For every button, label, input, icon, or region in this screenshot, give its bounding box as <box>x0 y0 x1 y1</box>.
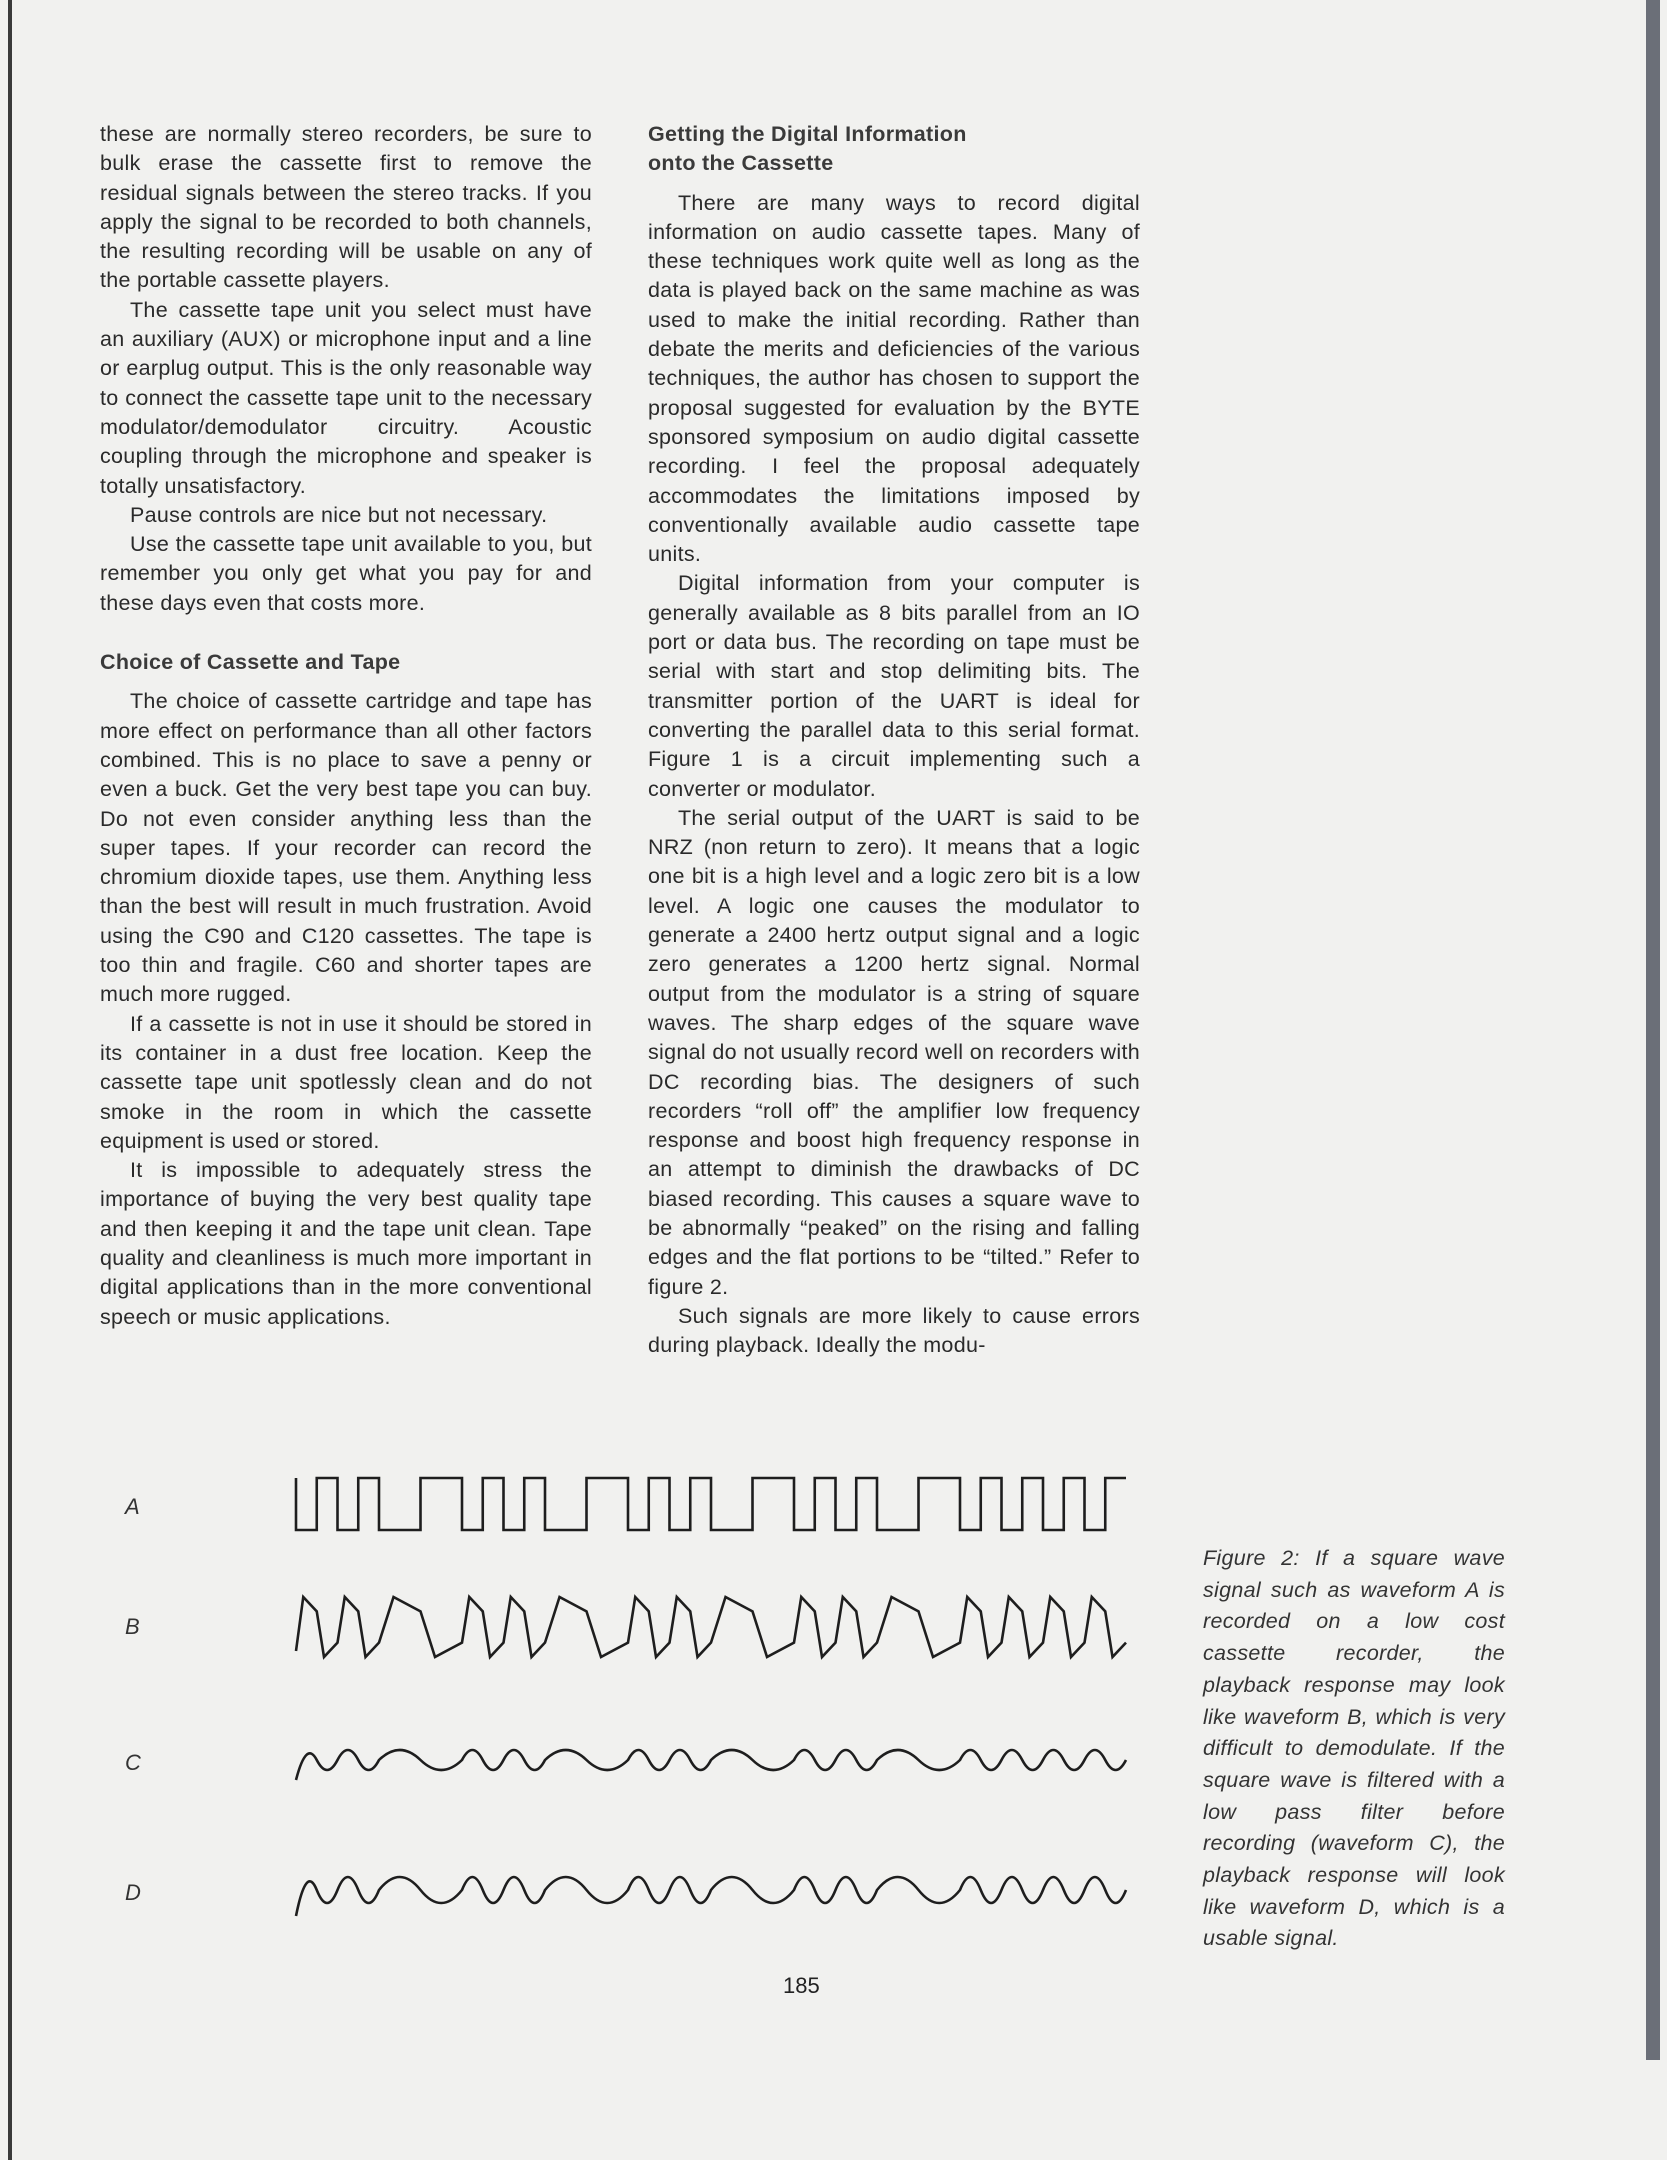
heading-line: onto the Cassette <box>648 151 834 176</box>
paragraph: these are normally stereo recorders, be sure to bulk erase the cassette first to remove the residual signals between the stereo tracks. If you apply the signal to be recorded to both channels, the resulting recording will be usable on any of the portable cassette players. <box>100 122 592 293</box>
waveform-label-d: D <box>125 1880 141 1905</box>
waveform-label-c: C <box>125 1750 141 1775</box>
waveform-label-a: A <box>125 1494 140 1519</box>
paragraph: There are many ways to record digital information on audio cassette tapes. Many of these techniques work quite well as long as the data is played back on the same machine as was used to make the initial recording. Rather than debate the merits and deficiencies of the various techniques, the author has chosen to support the proposal suggested for evaluation by the BYTE sponsored symposium on audio digital cassette recording. I feel the proposal adequately accommodates the limitations imposed by conventionally available audio cassette tape units. <box>648 190 1140 567</box>
waveform-a <box>296 1478 1126 1530</box>
waveform-c <box>296 1750 1126 1780</box>
waveform-d <box>296 1877 1126 1916</box>
paragraph: If a cassette is not in use it should be stored in its container in a dust free location. Keep the cassette tape unit spotlessly clean and do not smoke in the room in which the cassette equipment is used or stored. <box>100 1011 592 1153</box>
paragraph: The cassette tape unit you select must have an auxiliary (AUX) or microphone input and a line or earplug output. This is the only reasonable way to connect the cassette tape unit to the necessary modulator/demodulator circuitry. Acoustic coupling through the microphone and speaker is totally unsatisfactory. <box>100 297 592 498</box>
paragraph: Use the cassette tape unit available to you, but remember you only get what you pay for and these days even that costs more. <box>100 532 592 615</box>
paragraph: It is impossible to adequately stress the importance of buying the very best quality tape and then keeping it and the tape unit clean. Tape quality and cleanliness is much more important in digital applications than in the more conventional speech or music applications. <box>100 1158 592 1329</box>
page-number: 185 <box>783 1973 820 1998</box>
paragraph: Pause controls are nice but not necessary. <box>130 502 548 527</box>
waveform-b <box>296 1597 1126 1657</box>
heading-line: Getting the Digital Information <box>648 122 967 146</box>
paragraph: The serial output of the UART is said to be NRZ (non return to zero). It means that a logic one bit is a high level and a logic zero bit is a low level. A logic one causes the modulator to generate a 2400 hertz output signal and a logic zero generates a 1200 hertz signal. Normal output from the modulator is a string of square waves. The sharp edges of the square wave signal do not usually record well on recorders with DC recording bias. The designers of such recorders “roll off” the amplifier low frequency response and boost high frequency response in an attempt to diminish the drawbacks of DC biased recording. This causes a square wave to be abnormally “peaked” on the rising and falling edges and the flat portions to be “tilted.” Refer to figure 2. <box>648 805 1140 1299</box>
paragraph: Digital information from your computer is generally available as 8 bits parallel from an IO port or data bus. The recording on tape must be serial with start and stop delimiting bits. The transmitter portion of the UART is ideal for converting the parallel data to this serial format. Figure 1 is a circuit implementing such a converter or modulator. <box>648 571 1140 801</box>
waveform-label-b: B <box>125 1614 140 1639</box>
section-heading: Choice of Cassette and Tape <box>100 650 401 675</box>
figure-caption: Figure 2: If a square wave signal such as waveform A is recorded on a low cost cassette recorder, the playback response may look like waveform B, which is very difficult to demodulate. If the square wave is filtered with a low pass filter before recording (waveform C), the playback response will look like waveform D, which is a usable signal. <box>1203 1546 1505 1951</box>
paragraph: The choice of cassette cartridge and tape has more effect on performance than all other factors combined. This is no place to save a penny or even a buck. Get the very best tape you can buy. Do not even consider anything less than the super tapes. If your recorder can record the chromium dioxide tapes, use them. Anything less than the best will result in much frustration. Avoid using the C90 and C120 cassettes. The tape is too thin and fragile. C60 and shorter tapes are much more rugged. <box>100 689 592 1007</box>
paragraph: Such signals are more likely to cause errors during playback. Ideally the modu- <box>648 1303 1140 1358</box>
